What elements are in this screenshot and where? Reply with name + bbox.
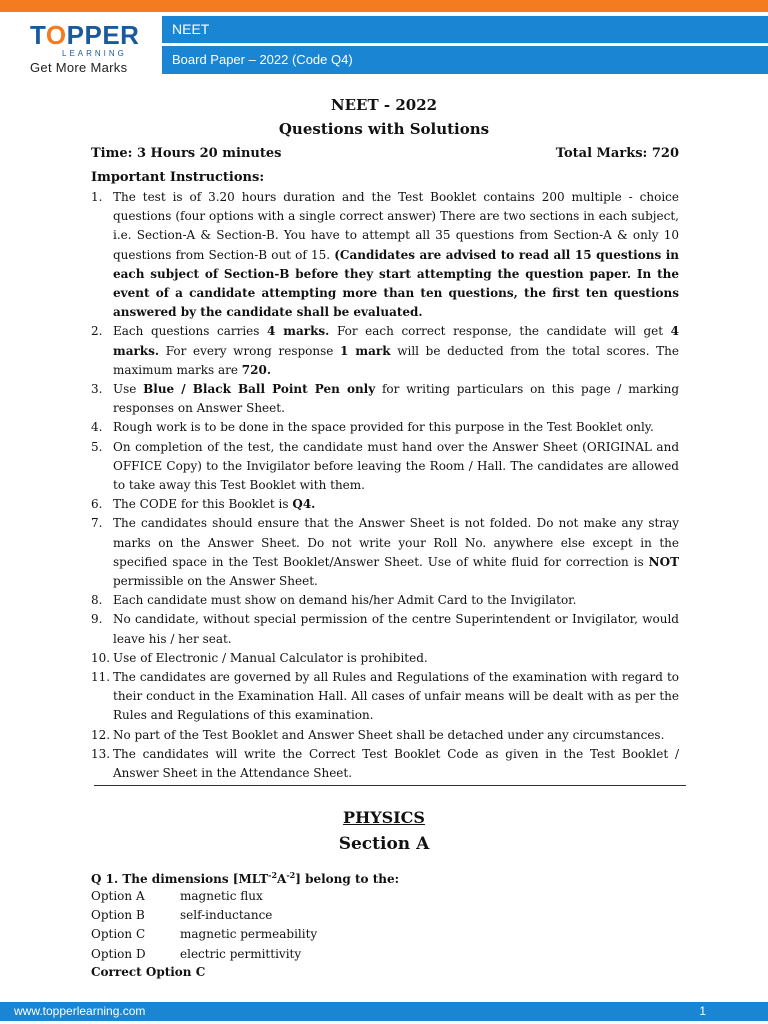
instruction-text-bold: Q4. xyxy=(292,497,316,512)
instruction-number: 8. xyxy=(91,593,103,608)
option-row xyxy=(91,945,491,964)
instruction-number: 2. xyxy=(91,324,103,339)
instruction-text: Each questions carries xyxy=(113,324,268,339)
instruction-text: For each correct response, the candidate will get xyxy=(329,324,671,339)
instruction-text: The test is of 3.20 hours duration and the Test Booklet contains 200 multiple - choice questions (four options with a single correct answer) There are two sections in each subject, i.e. Section-A & Section-B. You have to attempt all 35 questions from Section-A & only 10 questions from Section-B out of 15. xyxy=(113,190,679,262)
page-number: 1 xyxy=(699,1004,706,1018)
instruction-text-bold: (Candidates are advised to read all 15 questions in each subject of Section-B before they start attempting the question paper. In the event of a candidate attempting more than ten questions, the first ten questions answered by the candidate shall be evaluated. xyxy=(113,247,679,320)
instruction-item xyxy=(91,726,679,745)
instruction-text-bold: 4 marks. xyxy=(113,324,680,358)
question-text: Q 1. The dimensions $[MLT^{-2}A^{-2}]$ belong to the: xyxy=(91,870,400,886)
subject-heading: PHYSICS xyxy=(343,808,425,827)
instruction-item xyxy=(91,514,679,591)
instruction-number: 7. xyxy=(91,516,103,531)
option-value: self-inductance xyxy=(180,908,273,923)
question-options xyxy=(91,887,491,964)
option-row xyxy=(91,887,491,906)
instruction-text: Each candidate must show on demand his/her Admit Card to the Invigilator. xyxy=(113,593,577,608)
instruction-number: 5. xyxy=(91,439,103,454)
top-accent-strip xyxy=(0,0,768,12)
instructions-heading: Important Instructions: xyxy=(91,170,265,185)
instruction-text: No part of the Test Booklet and Answer Sheet shall be detached under any circumstances. xyxy=(113,727,665,742)
instruction-number: 12. xyxy=(91,727,111,742)
doc-title: NEET - 2022 xyxy=(330,96,438,114)
instruction-text: On completion of the test, the candidate must hand over the Answer Sheet (ORIGINAL and OFFICE Copy) to the Invigilator before leaving the Room / Hall. The candidates are allowed to take away this Test Booklet with them. xyxy=(113,439,679,493)
paper-name-band: Board Paper – 2022 (Code Q4) xyxy=(162,46,768,74)
instruction-text: The candidates will write the Correct Test Booklet Code as given in the Test Booklet / Answer Sheet in the Attendance Sheet. xyxy=(113,746,679,781)
logo-wordmark: TOPPER xyxy=(30,20,140,50)
option-label: Option C xyxy=(91,927,146,942)
instruction-number: 4. xyxy=(91,420,103,435)
instruction-text: For every wrong response xyxy=(159,343,341,358)
footer-bar xyxy=(0,1002,768,1021)
instruction-number: 9. xyxy=(91,612,103,627)
footer-url[interactable]: www.topperlearning.com xyxy=(14,1004,146,1018)
instruction-number: 3. xyxy=(91,382,103,397)
instruction-number: 11. xyxy=(91,670,111,685)
instruction-text-bold: 4 marks. xyxy=(267,324,330,339)
option-value: magnetic flux xyxy=(180,889,263,903)
option-row xyxy=(91,925,491,944)
instruction-text-bold: Blue / Black Ball Point Pen only xyxy=(143,382,376,397)
instruction-text: Rough work is to be done in the space provided for this purpose in the Test Booklet only. xyxy=(113,420,654,435)
option-value: electric permittivity xyxy=(180,946,302,961)
instruction-text: will be deducted from the total scores. The maximum marks are xyxy=(113,343,680,377)
instruction-text: for writing particulars on this page / marking responses on Answer Sheet. xyxy=(113,382,679,416)
instruction-text: permissible on the Answer Sheet. xyxy=(113,574,318,589)
topper-logo[interactable] xyxy=(0,12,160,78)
correct-answer: Correct Option C xyxy=(91,965,206,979)
instruction-item xyxy=(91,380,679,418)
total-marks: Total Marks: 720 xyxy=(555,146,679,161)
instruction-text: No candidate, without special permission of the centre Superintendent or Invigilator, would leave his / her seat. xyxy=(113,612,679,646)
instruction-item xyxy=(91,610,679,648)
instruction-item xyxy=(91,322,679,380)
instruction-item xyxy=(91,745,679,783)
instruction-number: 10. xyxy=(91,650,111,665)
instruction-text: Use of Electronic / Manual Calculator is prohibited. xyxy=(113,650,428,665)
option-label: Option D xyxy=(91,946,146,961)
section-heading: Section A xyxy=(338,834,430,854)
instruction-item xyxy=(91,438,679,496)
option-label: Option B xyxy=(91,908,145,923)
instruction-text: The CODE for this Booklet is xyxy=(113,497,293,512)
instruction-item xyxy=(91,668,679,726)
logo-tagline: Get More Marks xyxy=(30,60,128,75)
doc-subtitle: Questions with Solutions xyxy=(278,120,490,138)
instructions-list xyxy=(91,188,679,783)
option-value: magnetic permeability xyxy=(180,927,318,942)
instruction-text: Use xyxy=(113,382,144,397)
instruction-text-bold: 720. xyxy=(241,362,271,377)
option-label: Option A xyxy=(91,889,145,903)
instruction-item xyxy=(91,188,679,322)
instruction-number: 13. xyxy=(91,746,111,761)
instruction-number: 1. xyxy=(91,190,103,204)
exam-name-band: NEET xyxy=(162,16,768,43)
instruction-item xyxy=(91,418,679,437)
instruction-text-bold: 1 mark xyxy=(340,343,391,358)
instruction-number: 6. xyxy=(91,497,103,512)
instruction-text: The candidates are governed by all Rules and Regulations of the examination with regard to their conduct in the Examination Hall. All cases of unfair means will be dealt with as per the Rules and Regulations of this examination. xyxy=(113,670,679,723)
instruction-text-bold: NOT xyxy=(648,554,679,569)
option-row xyxy=(91,906,491,925)
instruction-item xyxy=(91,649,679,668)
instruction-item xyxy=(91,495,679,514)
instruction-text: The candidates should ensure that the Answer Sheet is not folded. Do not make any stray marks on the Answer Sheet. Do not write your Roll No. anywhere else except in the specified space in the Test Booklet/Answer Sheet. Use of white fluid for correction is xyxy=(113,516,679,569)
instruction-item xyxy=(91,591,679,610)
logo-subtext: LEARNING xyxy=(62,49,127,58)
time-duration: Time: 3 Hours 20 minutes xyxy=(91,146,282,161)
divider-line xyxy=(94,785,686,786)
